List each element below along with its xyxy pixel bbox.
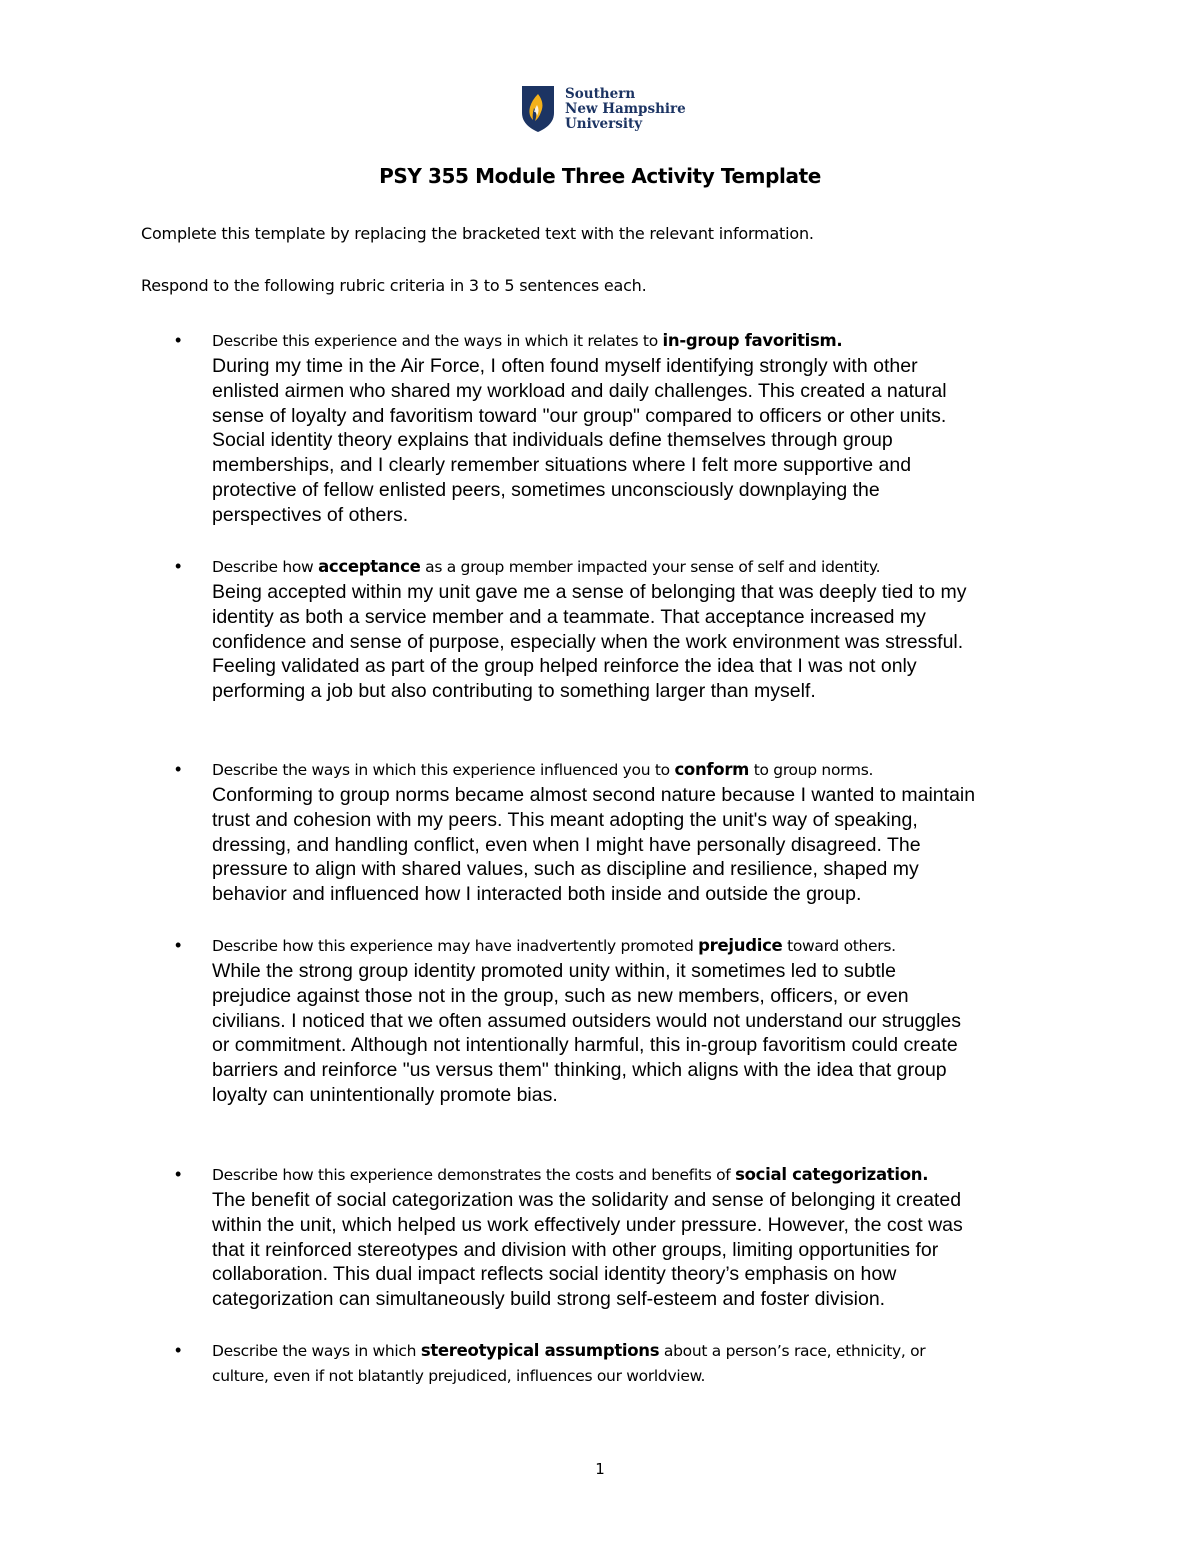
bullet-icon: • [175,556,182,576]
rubric-item [175,554,1075,704]
logo-wordmark [565,87,686,132]
rubric-question: Describe how this experience may have inadvertently promoted prejudice toward others. [212,936,896,955]
page-number: 1 [595,1460,605,1478]
rubric-question: Describe how acceptance as a group member impacted your sense of self and identity. [212,557,881,576]
answer-paragraph: During my time in the Air Force, I often found myself identifying strongly with other enlisted airmen who shared my workload and daily challenges. This created a natural sense of loyalty and favoritism toward "our group" compared to officers or other units. Social identity theory explains that individuals define themselves through group memberships, and I clearly remember situations where I felt more supportive and protective of fellow enlisted peers, sometimes unconsciously downplaying the perspectives of others. [212,355,947,526]
rubric-question: Describe this experience and the ways in which it relates to in-group favoritism. [212,331,843,350]
bullet-icon: • [175,759,182,779]
key-term: stereotypical assumptions [420,1341,660,1360]
logo-line-3: University [565,115,643,132]
snhu-logo [521,84,691,134]
answer-paragraph: Conforming to group norms became almost second nature because I wanted to maintain trust and cohesion with my peers. This meant adopting the unit's way of speaking, dressing, and handling conflict, even when I might have personally disagreed. The pressure to align with shared values, such as discipline and resilience, shaped my behavior and influenced how I interacted both inside and outside the group. [212,784,976,906]
bullet-icon: • [175,935,182,955]
bullet-icon: • [175,1340,182,1360]
instructions-paragraph: Complete this template by replacing the bracketed text with the relevant information. [141,224,814,243]
rubric-item [175,757,1075,907]
shield-flame-icon [521,85,555,133]
key-term: prejudice [698,936,783,955]
logo-line-2: New Hampshire [565,100,686,117]
key-term: social categorization. [735,1165,929,1184]
rubric-instructions: Respond to the following rubric criteria in 3 to 5 sentences each. [141,276,647,295]
key-term: acceptance [318,557,421,576]
key-term: in-group favoritism. [662,331,843,350]
answer-paragraph: Being accepted within my unit gave me a sense of belonging that was deeply tied to my identity as both a service member and a teammate. That acceptance increased my confidence and sense of purpose, especially when the work environment was stressful. Feeling validated as part of the group helped reinforce the idea that I was not only performing a job but also contributing to something larger than myself. [212,581,967,703]
rubric-item [175,933,1075,1108]
document-title: PSY 355 Module Three Activity Template [379,164,821,188]
rubric-item [175,1338,1075,1389]
logo-line-1: Southern [565,85,636,102]
rubric-question: Describe the ways in which this experience influenced you to conform to group norms. [212,760,874,779]
rubric-question: Describe the ways in which stereotypical assumptions about a person’s race, ethnicity, or culture, even if not blatantly prejudiced, influences our worldview. [212,1341,926,1385]
rubric-question: Describe how this experience demonstrates the costs and benefits of social categorization. [212,1165,929,1184]
answer-paragraph: The benefit of social categorization was the solidarity and sense of belonging it created within the unit, which helped us work effectively under pressure. However, the cost was that it reinforced stereotypes and division with other groups, limiting opportunities for collaboration. This dual impact reflects social identity theory’s emphasis on how categorization can simultaneously build strong self-esteem and foster division. [212,1189,963,1311]
bullet-icon: • [175,330,182,350]
rubric-item [175,328,1075,528]
rubric-item [175,1162,1075,1312]
bullet-icon: • [175,1164,182,1184]
key-term: conform [674,760,750,779]
answer-paragraph: While the strong group identity promoted unity within, it sometimes led to subtle prejudice against those not in the group, such as new members, officers, or even civilians. I noticed that we often assumed outsiders would not understand our struggles or commitment. Although not intentionally harmful, this in-group favoritism could create barriers and reinforce "us versus them" thinking, which aligns with the idea that group loyalty can unintentionally promote bias. [212,960,962,1106]
